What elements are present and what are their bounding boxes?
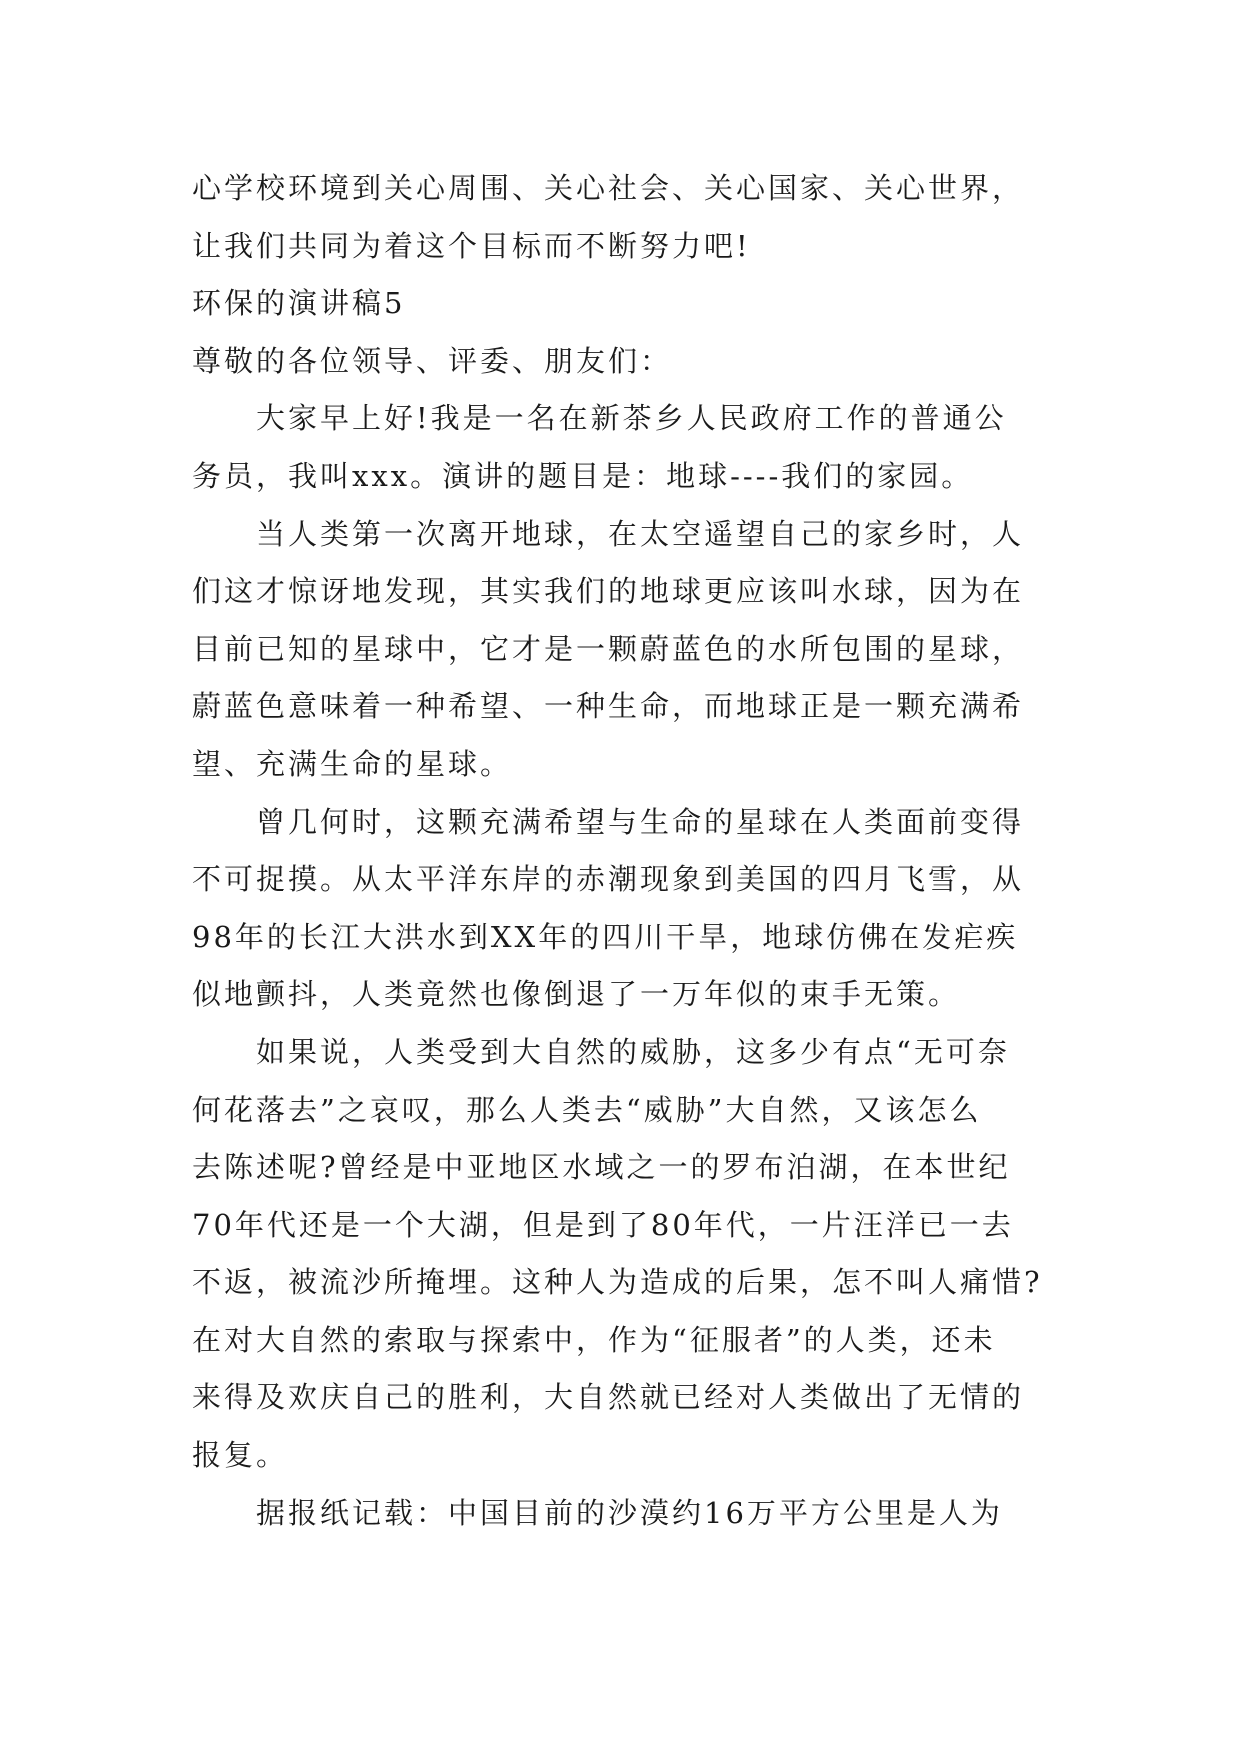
text-line: 报复。: [192, 1438, 289, 1473]
text-line: 据报纸记载：中国目前的沙漠约16万平方公里是人为: [256, 1495, 1003, 1530]
text-line: 大家早上好!我是一名在新茶乡人民政府工作的普通公: [256, 401, 1007, 436]
text-line: 务员，我叫xxx。演讲的题目是：地球----我们的家园。: [192, 458, 974, 493]
text-line: 心学校环境到关心周围、关心社会、关心国家、关心世界，: [192, 171, 1025, 205]
text-line: 目前已知的星球中，它才是一颗蔚蓝色的水所包围的星球，: [192, 631, 1025, 666]
text-line: 让我们共同为着这个目标而不断努力吧!: [192, 228, 751, 263]
text-line: 似地颤抖，人类竟然也像倒退了一万年似的束手无策。: [192, 977, 961, 1012]
text-line: 蔚蓝色意味着一种希望、一种生命，而地球正是一颗充满希: [192, 689, 1025, 724]
document-body: [192, 160, 1072, 1542]
text-line: 曾几何时，这颗充满希望与生命的星球在人类面前变得: [256, 804, 1025, 839]
text-line: 去陈述呢?曾经是中亚地区水域之一的罗布泊湖，在本世纪: [192, 1150, 1011, 1185]
text-line: 98年的长江大洪水到XX年的四川干旱，地球仿佛在发疟疾: [192, 919, 1019, 954]
text-line: 如果说，人类受到大自然的威胁，这多少有点“无可奈: [256, 1034, 1010, 1069]
text-line: 们这才惊讶地发现，其实我们的地球更应该叫水球，因为在: [192, 574, 1025, 609]
text-line: 尊敬的各位领导、评委、朋友们：: [192, 343, 673, 378]
text-line: 70年代还是一个大湖，但是到了80年代，一片汪洋已一去: [192, 1207, 1014, 1242]
text-line: 不可捉摸。从太平洋东岸的赤潮现象到美国的四月飞雪，从: [192, 862, 1025, 897]
text-line: 不返，被流沙所掩埋。这种人为造成的后果，怎不叫人痛惜?: [192, 1265, 1043, 1300]
text-line: 来得及欢庆自己的胜利，大自然就已经对人类做出了无情的: [192, 1380, 1025, 1415]
text-line: 何花落去”之哀叹，那么人类去“威胁”大自然，又该怎么: [192, 1092, 982, 1127]
text-line: 望、充满生命的星球。: [192, 746, 513, 781]
text-line: 在对大自然的索取与探索中，作为“征服者”的人类，还未: [192, 1322, 996, 1357]
text-line: 环保的演讲稿5: [192, 286, 406, 321]
text-line: 当人类第一次离开地球，在太空遥望自己的家乡时，人: [256, 516, 1025, 551]
